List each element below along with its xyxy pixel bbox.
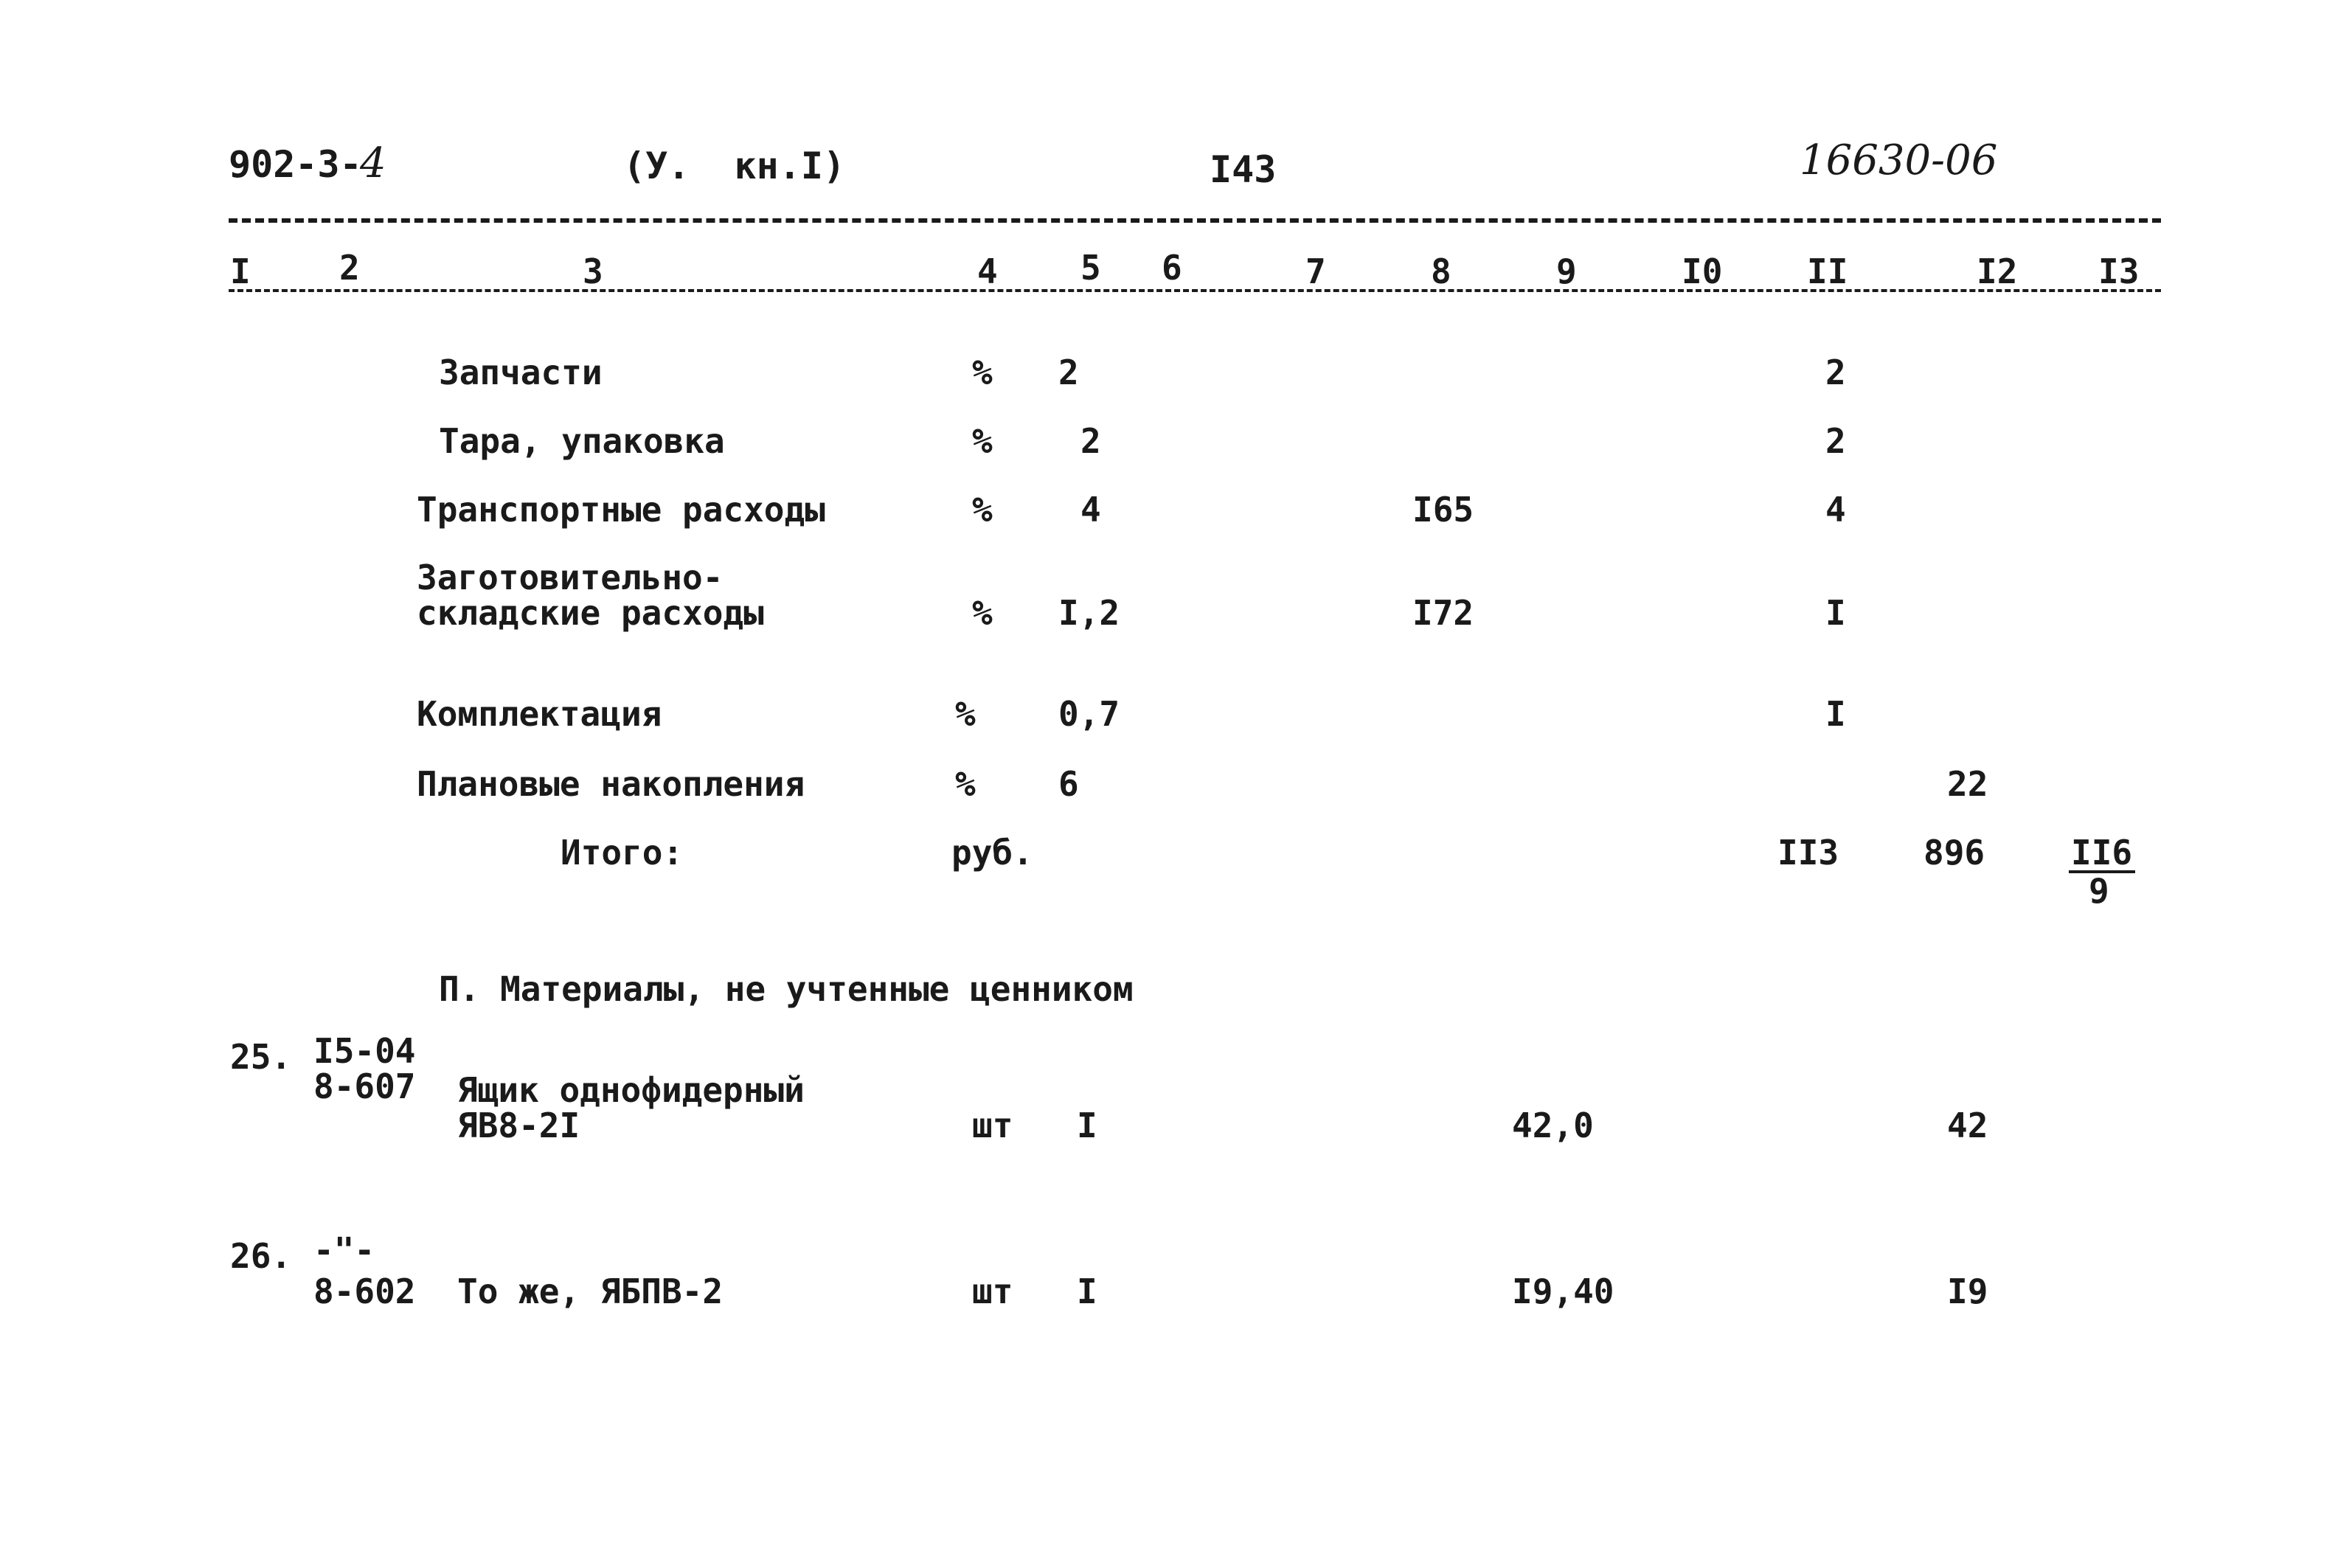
row-col12: 22 (1947, 764, 1988, 804)
row-name-line1: Заготовительно- (417, 558, 724, 597)
row-rate: 4 (1080, 490, 1101, 530)
row-col8: I65 (1412, 490, 1474, 530)
row-name-line2: складские расходы (417, 593, 764, 633)
row-unit: % (972, 490, 993, 530)
row-col11: I (1825, 593, 1846, 633)
col-7: 7 (1305, 251, 1326, 291)
item-code-line1: -"- (313, 1230, 375, 1270)
row-col11: 4 (1825, 490, 1846, 530)
total-col11: II3 (1777, 833, 1839, 873)
col-4: 4 (977, 251, 998, 291)
item-code-line2: 8-607 (313, 1066, 416, 1106)
header-rule (229, 218, 2161, 223)
col-13: I3 (2098, 251, 2140, 291)
row-name: Запчасти (439, 353, 603, 392)
item-qty: I (1077, 1106, 1097, 1145)
col-10: I0 (1682, 251, 1723, 291)
col-3: 3 (583, 251, 603, 291)
col-2: 2 (339, 248, 360, 288)
row-col11: 2 (1825, 421, 1846, 461)
col-6: 6 (1162, 248, 1182, 288)
item-number: 26. (230, 1236, 292, 1276)
item-name-line1: Ящик однофидерный (457, 1070, 805, 1110)
item-unit: шт (972, 1106, 1013, 1145)
row-rate: 6 (1058, 764, 1079, 804)
item-qty: I (1077, 1272, 1097, 1311)
item-name-line1: То же, ЯБПВ-2 (457, 1272, 724, 1311)
col-9: 9 (1556, 251, 1577, 291)
code-prefix: 902-3- (229, 143, 362, 186)
row-name: Комплектация (417, 694, 662, 734)
total-col13-numerator: II6 (2071, 833, 2133, 873)
column-number-rule (229, 289, 2161, 292)
total-label: Итого: (561, 833, 684, 873)
volume-label: (У. кн.I) (623, 145, 846, 187)
col-11: II (1807, 251, 1848, 291)
item-number: 25. (230, 1037, 292, 1077)
code-suffix-handwritten: 4 (360, 139, 386, 187)
row-unit: % (955, 764, 976, 804)
item-price: I9,40 (1512, 1272, 1614, 1311)
total-col12: 896 (1923, 833, 1985, 873)
row-rate: 2 (1058, 353, 1079, 392)
row-unit: % (972, 353, 993, 392)
row-col11: I (1825, 694, 1846, 734)
row-name: Транспортные расходы (417, 490, 825, 530)
row-col11: 2 (1825, 353, 1846, 392)
section-title: П. Материалы, не учтенные ценником (439, 969, 1134, 1009)
item-code-line2: 8-602 (313, 1272, 416, 1311)
col-5: 5 (1080, 248, 1101, 288)
col-8: 8 (1431, 251, 1451, 291)
item-unit: шт (972, 1272, 1013, 1311)
row-unit: % (955, 694, 976, 734)
document-number: 16630-06 (1800, 136, 1998, 184)
row-name: Тара, упаковка (439, 421, 725, 461)
row-rate: 2 (1080, 421, 1101, 461)
page-number: I43 (1210, 148, 1277, 191)
item-name-line2: ЯВ8-2I (457, 1106, 580, 1145)
row-rate: 0,7 (1058, 694, 1120, 734)
item-total: 42 (1947, 1106, 1988, 1145)
item-code-line1: I5-04 (313, 1031, 416, 1071)
row-unit: % (972, 593, 993, 633)
row-name: Плановые накопления (417, 764, 805, 804)
row-col8: I72 (1412, 593, 1474, 633)
item-total: I9 (1947, 1272, 1988, 1311)
total-col13-denominator: 9 (2089, 871, 2109, 911)
col-12: I2 (1977, 251, 2018, 291)
item-price: 42,0 (1512, 1106, 1594, 1145)
row-rate: I,2 (1058, 593, 1120, 633)
row-unit: % (972, 421, 993, 461)
total-unit: руб. (951, 833, 1033, 873)
col-1: I (230, 251, 251, 291)
